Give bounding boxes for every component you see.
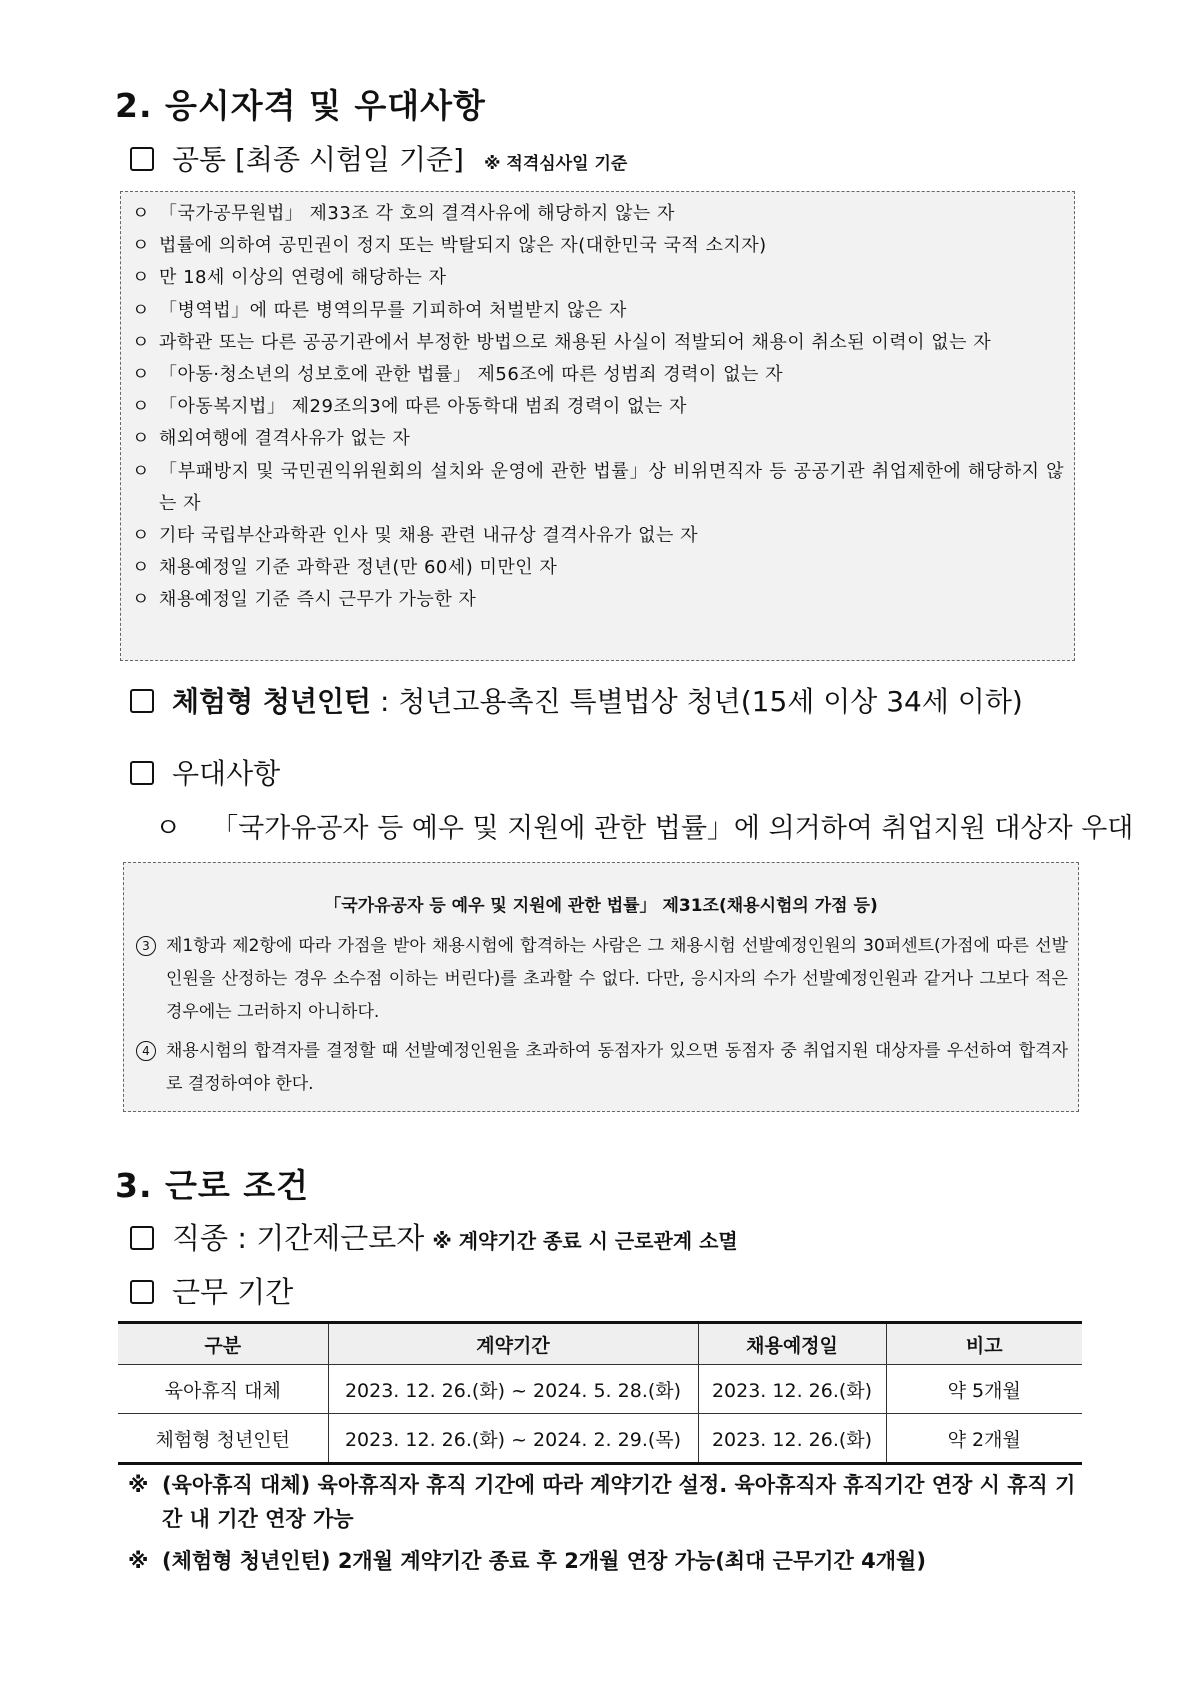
list-item: ㅇ 「부패방지 및 국민권익위원회의 설치와 운영에 관한 법률」상 비위면직자 등 공공기관 취업제한에 해당하지 않는 자 [131,456,1064,520]
circle-bullet-icon: ㅇ [132,267,150,289]
circle-bullet-icon: ㅇ [132,396,150,418]
law-paragraph: 4 채용시험의 합격자를 결정할 때 선발예정인원을 초과하여 동점자가 있으면 동점자 중 취업지원 대상자를 우선하여 합격자로 결정하여야 한다. [134,1035,1068,1101]
work-period-table [118,1321,1082,1465]
common-note: ※ 적격심사일 기준 [483,154,628,174]
reference-mark-icon: ※ [128,1473,149,1497]
circle-bullet-icon: ㅇ [155,813,182,844]
table-cell: 약 2개월 [886,1414,1082,1464]
checkbox-square-icon [130,147,154,171]
qualifications-box [120,191,1075,661]
column-header: 채용예정일 [698,1323,886,1365]
table-cell: 2023. 12. 26.(화) ~ 2024. 2. 29.(목) [328,1414,698,1464]
common-label: 공통 [최종 시험일 기준] [172,143,464,176]
preference-label: 우대사항 [172,757,281,790]
youth-intern-heading [130,680,1023,720]
job-note: ※ 계약기간 종료 시 근로관계 소멸 [432,1229,738,1253]
circle-bullet-icon: ㅇ [132,525,150,547]
table-cell: 2023. 12. 26.(화) [698,1365,886,1414]
circle-bullet-icon: ㅇ [132,428,150,450]
period-label: 근무 기간 [172,1275,294,1309]
law-title: 「국가유공자 등 예우 및 지원에 관한 법률」 제31조(채용시험의 가점 등) [324,896,878,916]
intern-label: 체험형 청년인턴 [172,685,372,718]
footnote: ※ (체험형 청년인턴) 2개월 계약기간 종료 후 2개월 연장 가능(최대 근무기간 4개월) [128,1544,1088,1578]
list-item: ㅇ 법률에 의하여 공민권이 정지 또는 박탈되지 않은 자(대한민국 국적 소지자) [131,230,1064,262]
circle-bullet-icon: ㅇ [132,589,150,611]
circle-bullet-icon: ㅇ [132,364,150,386]
section-2-title: 2. 응시자격 및 우대사항 [115,86,486,125]
intern-description: : 청년고용촉진 특별법상 청년(15세 이상 34세 이하) [380,685,1023,718]
table-row [118,1414,1082,1464]
column-header: 구분 [204,1334,242,1357]
list-item: ㅇ 만 18세 이상의 연령에 해당하는 자 [131,262,1064,294]
footnote: ※ (육아휴직 대체) 육아휴직자 휴직 기간에 따라 계약기간 설정. 육아휴직자 휴직기간 연장 시 휴직 기간 내 기간 연장 가능 [128,1468,1088,1536]
column-header: 비고 [886,1323,1082,1365]
table-cell: 체험형 청년인턴 [155,1428,291,1451]
section-3-title: 3. 근로 조건 [115,1166,309,1205]
list-item: ㅇ 채용예정일 기준 즉시 근무가 가능한 자 [131,584,1064,616]
common-qualifications-heading [130,138,627,178]
column-header: 계약기간 [328,1323,698,1365]
list-item: ㅇ 「병역법」에 따른 병역의무를 기피하여 처벌받지 않은 자 [131,295,1064,327]
reference-mark-icon: ※ [128,1549,149,1573]
circle-bullet-icon: ㅇ [132,460,150,482]
table-cell: 2023. 12. 26.(화) ~ 2024. 5. 28.(화) [328,1365,698,1414]
circle-bullet-icon: ㅇ [132,331,150,353]
work-period-heading [130,1270,293,1311]
list-item: ㅇ 채용예정일 기준 과학관 정년(만 60세) 미만인 자 [131,552,1064,584]
circle-bullet-icon: ㅇ [132,557,150,579]
circle-bullet-icon: ㅇ [132,235,150,257]
checkbox-square-icon [130,761,154,785]
job-label: 직종 : 기간제근로자 [172,1221,425,1255]
checkbox-square-icon [130,689,154,713]
checkbox-square-icon [130,1226,154,1250]
circled-number-icon: 4 [136,1041,156,1061]
circle-bullet-icon: ㅇ [132,203,150,224]
list-item: ㅇ 「아동복지법」 제29조의3에 따른 아동학대 범죄 경력이 없는 자 [131,391,1064,423]
law-excerpt-box [123,862,1079,1112]
table-header-row [118,1323,1082,1365]
list-item: ㅇ 해외여행에 결격사유가 없는 자 [131,423,1064,455]
preference-item: ㅇ 「국가유공자 등 예우 및 지원에 관한 법률」에 의거하여 취업지원 대상자 우대 [155,813,1134,844]
circled-number-icon: 3 [136,936,156,956]
list-item: ㅇ 기타 국립부산과학관 인사 및 채용 관련 내규상 결격사유가 없는 자 [131,520,1064,552]
table-row [118,1365,1082,1414]
checkbox-square-icon [130,1280,154,1304]
table-cell: 약 5개월 [886,1365,1082,1414]
list-item: ㅇ 과학관 또는 다른 공공기관에서 부정한 방법으로 채용된 사실이 적발되어 채용이 취소된 이력이 없는 자 [131,327,1064,359]
table-cell: 2023. 12. 26.(화) [698,1414,886,1464]
list-item: ㅇ 「아동·청소년의 성보호에 관한 법률」 제56조에 따른 성범죄 경력이 없는 자 [131,359,1064,391]
law-paragraph: 3 제1항과 제2항에 따라 가점을 받아 채용시험에 합격하는 사람은 그 채용시험 선발예정인원의 30퍼센트(가점에 따른 선발 인원을 산정하는 경우 소수점 이하는 버린다)를 초과할 수 없다. 다만, 응시자의 수가 선발예정인원과 같거나 그보다 적은 경우에는 그러하지 아니하다. [134,930,1068,1029]
list-item: ㅇ 「국가공무원법」 제33조 각 호의 결격사유에 해당하지 않는 자 [131,198,1064,230]
preference-heading [130,752,280,792]
circle-bullet-icon: ㅇ [132,299,150,321]
table-cell: 육아휴직 대체 [164,1379,281,1402]
job-type-heading [130,1216,738,1257]
